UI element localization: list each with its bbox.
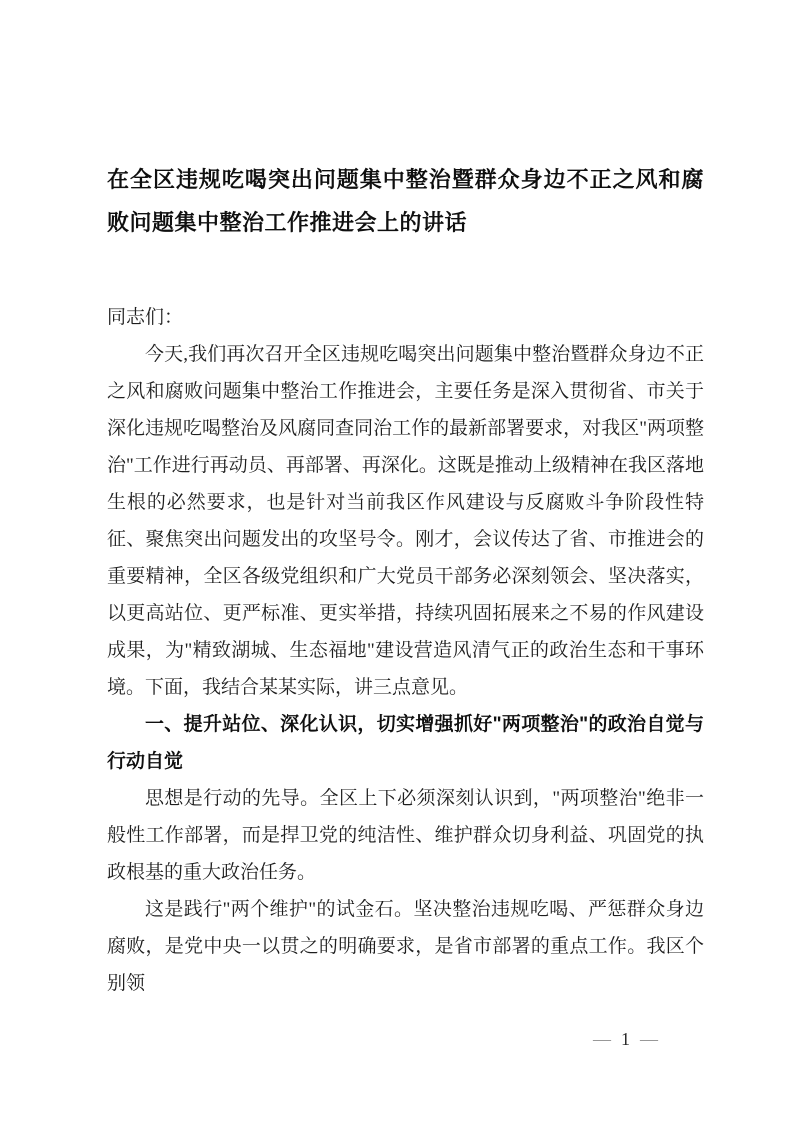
page-number: 1 (621, 1029, 630, 1049)
document-title: 在全区违规吃喝突出问题集中整治暨群众身边不正之风和腐败问题集中整治工作推进会上的讲话 (107, 167, 704, 235)
document-content (0, 158, 793, 1002)
salutation: 同志们： (107, 307, 184, 328)
page-footer (583, 1028, 668, 1050)
section-one-paragraph-1: 思想是行动的先导。全区上下必须深刻认识到，"两项整治"绝非一般性工作部署，而是捍卫党的纯洁性、维护群众切身利益、巩固党的执政根基的重大政治任务。 (107, 788, 704, 883)
section-one-heading: 一、提升站位、深化认识，切实增强抓好"两项整治"的政治自觉与行动自觉 (107, 714, 704, 772)
section-one-paragraph-2: 这是践行"两个维护"的试金石。坚决整治违规吃喝、严惩群众身边腐败，是党中央一以贯之的明确要求，是省市部署的重点工作。我区个别领 (107, 899, 704, 994)
page-number-dash-right: — (640, 1029, 658, 1049)
page-number-dash-left: — (593, 1029, 611, 1049)
intro-paragraph: 今天,我们再次召开全区违规吃喝突出问题集中整治暨群众身边不正之风和腐败问题集中整治工作推进会，主要任务是深入贯彻省、市关于深化违规吃喝整治及风腐同查同治工作的最新部署要求，对我区"两项整治"工作进行再动员、再部署、再深化。这既是推动上级精神在我区落地生根的必然要求，也是针对当前我区作风建设与反腐败斗争阶段性特征、聚焦突出问题发出的攻坚号令。刚才，会议传达了省、市推进会的重要精神，全区各级党组织和广大党员干部务必深刻领会、坚决落实，以更高站位、更严标准、更实举措，持续巩固拓展来之不易的作风建设成果，为"精致湖城、生态福地"建设营造风清气正的政治生态和干事环境。下面，我结合某某实际，讲三点意见。 (107, 344, 704, 698)
